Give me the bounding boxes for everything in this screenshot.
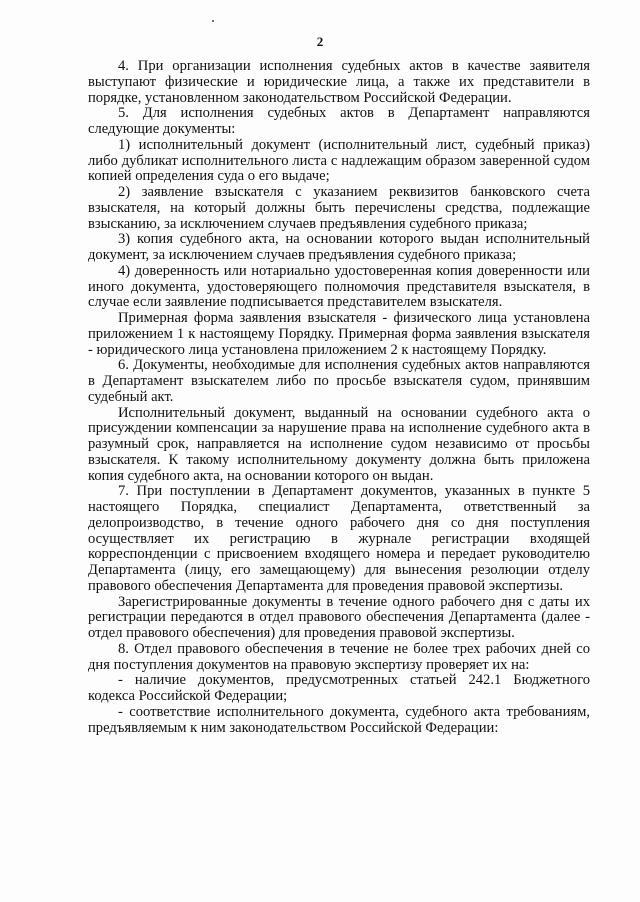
- paragraph-4-applicants: 4. При организации исполнения судебных актов в качестве заявителя выступают физические и юридические лица, а также их представители в порядке, установленном законодательством Российской Федерации.: [88, 58, 590, 106]
- paragraph-8-legal-review: 8. Отдел правового обеспечения в течение не более трех рабочих дней со дня поступления документов на правовую экспертизу проверяет их на:: [88, 640, 590, 673]
- paragraph-sample-forms: Примерная форма заявления взыскателя - физического лица установлена приложением 1 к настоящему Порядку. Примерная форма заявления взыскателя - юридического лица установлена приложением 2 к настоящему Порядку.: [88, 310, 590, 358]
- list-item-2-claim: 2) заявление взыскателя с указанием реквизитов банковского счета взыскателя, на который должны быть перечислены средства, подлежащие взысканию, за исключением случаев предъявления судебного приказа;: [88, 184, 590, 232]
- check-item-compliance: - соответствие исполнительного документа, судебного акта требованиям, предъявляемым к ним законодательством Российской Федерации:: [88, 703, 590, 736]
- list-item-3-court-act-copy: 3) копия судебного акта, на основании которого выдан исполнительный документ, за исключением случаев предъявления судебного приказа;: [88, 231, 590, 263]
- page-number: 2: [316, 34, 324, 49]
- list-item-4-power-of-attorney: 4) доверенность или нотариально удостоверенная копия доверенности или иного документа, удостоверяющего полномочия представителя взыскателя, в случае если заявление подписывается представителем взыскателя.: [88, 262, 590, 311]
- paragraph-registered-documents: Зарегистрированные документы в течение одного рабочего дня с даты их регистрации передаются в отдел правового обеспечения Департамента (далее - отдел правового обеспечения) для проведения правовой экспертизы.: [88, 593, 590, 641]
- document-body: [88, 59, 590, 736]
- scan-speck: [212, 20, 214, 22]
- paragraph-7-registration: 7. При поступлении в Департамент документов, указанных в пункте 5 настоящего Порядка, специалист Департамента, ответственный за делопроизводство, в течение одного рабочего дня со дня поступления осуществляет их регистрацию в журнале регистрации входящей корреспонденции с присвоением входящего номера и передает руководителю Департамента (лицу, его замещающему) для вынесения резолюции отделу правового обеспечения Департамента для проведения правовой экспертизы.: [88, 483, 590, 594]
- paragraph-6-submission: 6. Документы, необходимые для исполнения судебных актов направляются в Департамент взыскателем либо по просьбе взыскателя судом, принявшим судебный акт.: [88, 357, 590, 405]
- paragraph-compensation-writ: Исполнительный документ, выданный на основании судебного акта о присуждении компенсации за нарушение права на исполнение судебного акта в разумный срок, направляется на исполнение судом независимо от просьбы взыскателя. К такому исполнительному документу должна быть приложена копия судебного акта, на основании которого он выдан.: [88, 404, 590, 484]
- paragraph-5-documents: 5. Для исполнения судебных актов в Департамент направляются следующие документы:: [88, 105, 590, 137]
- check-item-documents-presence: - наличие документов, предусмотренных статьей 242.1 Бюджетного кодекса Российской Федерации;: [88, 672, 590, 704]
- list-item-1-writ: 1) исполнительный документ (исполнительный лист, судебный приказ) либо дубликат исполнительного листа с надлежащим образом заверенной судом копией определения суда о его выдаче;: [88, 136, 590, 185]
